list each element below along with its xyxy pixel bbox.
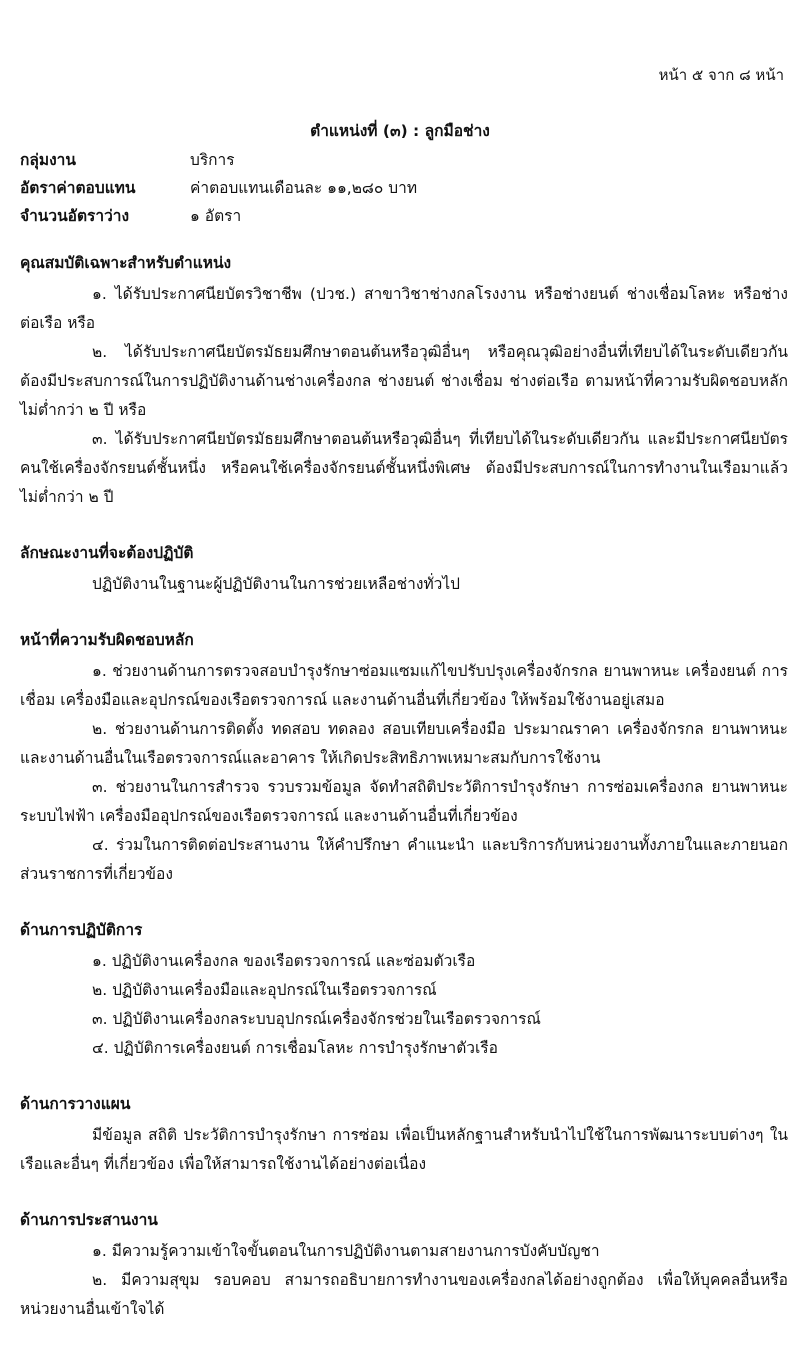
planning-text: มีข้อมูล สถิติ ประวัติการบำรุงรักษา การซ่อม เพื่อเป็นหลักฐานสำหรับนำไปใช้ในการพัฒนาระบบต่างๆ ในเรือและอื่นๆ ที่เกี่ยวข้อง เพื่อให้สามารถใช้งานได้อย่างต่อเนื่อง xyxy=(20,1126,788,1173)
info-value: ค่าตอบแทนเดือนละ ๑๑,๒๘๐ บาท xyxy=(190,179,418,197)
info-row-group xyxy=(20,146,417,174)
section-heading: ด้านการวางแผน xyxy=(20,1095,131,1113)
section-heading: ลักษณะงานที่จะต้องปฏิบัติ xyxy=(20,544,194,562)
document-body xyxy=(20,250,788,1352)
qualification-item: ๑. ได้รับประกาศนียบัตรวิชาชีพ (ปวช.) สาขาวิชาช่างกลโรงงาน หรือช่างยนต์ ช่างเชื่อมโลหะ หรือช่างต่อเรือ หรือ xyxy=(20,285,788,332)
operation-item: ๑. ปฏิบัติงานเครื่องกล ของเรือตรวจการณ์ และซ่อมตัวเรือ xyxy=(92,952,476,970)
info-row-salary xyxy=(20,174,417,202)
section-heading: ด้านการประสานงาน xyxy=(20,1211,158,1229)
job-nature-text: ปฏิบัติงานในฐานะผู้ปฏิบัติงานในการช่วยเหลือช่างทั่วไป xyxy=(92,575,461,593)
operation-item: ๓. ปฏิบัติงานเครื่องกลระบบอุปกรณ์เครื่องจักรช่วยในเรือตรวจการณ์ xyxy=(92,1010,541,1028)
responsibility-item: ๑. ช่วยงานด้านการตรวจสอบบำรุงรักษาซ่อมแซมแก้ไขปรับปรุงเครื่องจักรกล ยานพาหนะ เครื่องยนต์ การเชื่อม เครื่องมือและอุปกรณ์ของเรือตรวจการณ์ และงานด้านอื่นที่เกี่ยวข้อง ให้พร้อมใช้งานอยู่เสมอ xyxy=(20,662,788,709)
page-number: หน้า ๕ จาก ๘ หน้า xyxy=(658,66,784,84)
coordination-item: ๒. มีความสุขุม รอบคอบ สามารถอธิบายการทำงานของเครื่องกลได้อย่างถูกต้อง เพื่อให้บุคคลอื่นหรือหน่วยงานอื่นเข้าใจได้ xyxy=(20,1271,788,1318)
info-label: จำนวนอัตราว่าง xyxy=(20,207,130,225)
operations-section xyxy=(20,917,788,1063)
coordination-item: ๑. มีความรู้ความเข้าใจขั้นตอนในการปฏิบัติงานตามสายงานการบังคับบัญชา xyxy=(92,1242,600,1260)
info-label: อัตราค่าตอบแทน xyxy=(20,179,136,197)
responsibility-item: ๓. ช่วยงานในการสำรวจ รวบรวมข้อมูล จัดทำสถิติประวัติการบำรุงรักษา การซ่อมเครื่องกล ยานพาหนะ ระบบไฟฟ้า เครื่องมืออุปกรณ์ของเรือตรวจการณ์ และงานด้านอื่นที่เกี่ยวข้อง xyxy=(20,778,788,825)
position-info xyxy=(20,146,417,230)
qualification-item: ๒. ได้รับประกาศนียบัตรมัธยมศึกษาตอนต้นหรือวุฒิอื่นๆ หรือคุณวุฒิอย่างอื่นที่เทียบได้ในระดับเดียวกัน ต้องมีประสบการณ์ในการปฏิบัติงานด้านช่างเครื่องกล ช่างยนต์ ช่างเชื่อม ช่างต่อเรือ ตามหน้าที่ความรับผิดชอบหลัก ไม่ต่ำกว่า ๒ ปี หรือ xyxy=(20,343,788,419)
responsibilities-section xyxy=(20,627,788,889)
info-label: กลุ่มงาน xyxy=(20,151,76,169)
coordination-section xyxy=(20,1207,788,1324)
section-heading: หน้าที่ความรับผิดชอบหลัก xyxy=(20,631,194,649)
info-value: บริการ xyxy=(190,151,235,169)
section-heading: ด้านการปฏิบัติการ xyxy=(20,921,143,939)
job-nature-section xyxy=(20,540,788,599)
operation-item: ๔. ปฏิบัติการเครื่องยนต์ การเชื่อมโลหะ การบำรุงรักษาตัวเรือ xyxy=(92,1039,498,1057)
qualification-item: ๓. ได้รับประกาศนียบัตรมัธยมศึกษาตอนต้นหรือวุฒิอื่นๆ ที่เทียบได้ในระดับเดียวกัน และมีประกาศนียบัตรคนใช้เครื่องจักรยนต์ชั้นหนึ่ง หรือคนใช้เครื่องจักรยนต์ชั้นหนึ่งพิเศษ ต้องมีประสบการณ์ในการทำงานในเรือมาแล้ว ไม่ต่ำกว่า ๒ ปี xyxy=(20,430,788,506)
responsibility-item: ๔. ร่วมในการติดต่อประสานงาน ให้คำปรึกษา คำแนะนำ และบริการกับหน่วยงานทั้งภายในและภายนอกส่วนราชการที่เกี่ยวข้อง xyxy=(20,836,788,883)
info-row-vacancies xyxy=(20,202,417,230)
section-heading: คุณสมบัติเฉพาะสำหรับตำแหน่ง xyxy=(20,254,232,272)
responsibility-item: ๒. ช่วยงานด้านการติดตั้ง ทดสอบ ทดลอง สอบเทียบเครื่องมือ ประมาณราคา เครื่องจักรกล ยานพาหนะ และงานด้านอื่นในเรือตรวจการณ์และอาคาร ให้เกิดประสิทธิภาพเหมาะสมกับการใช้งาน xyxy=(20,720,788,767)
operation-item: ๒. ปฏิบัติงานเครื่องมือและอุปกรณ์ในเรือตรวจการณ์ xyxy=(92,981,437,999)
position-title: ตำแหน่งที่ (๓) : ลูกมือช่าง xyxy=(310,122,490,140)
planning-section xyxy=(20,1091,788,1179)
qualifications-section xyxy=(20,250,788,512)
info-value: ๑ อัตรา xyxy=(190,207,242,225)
